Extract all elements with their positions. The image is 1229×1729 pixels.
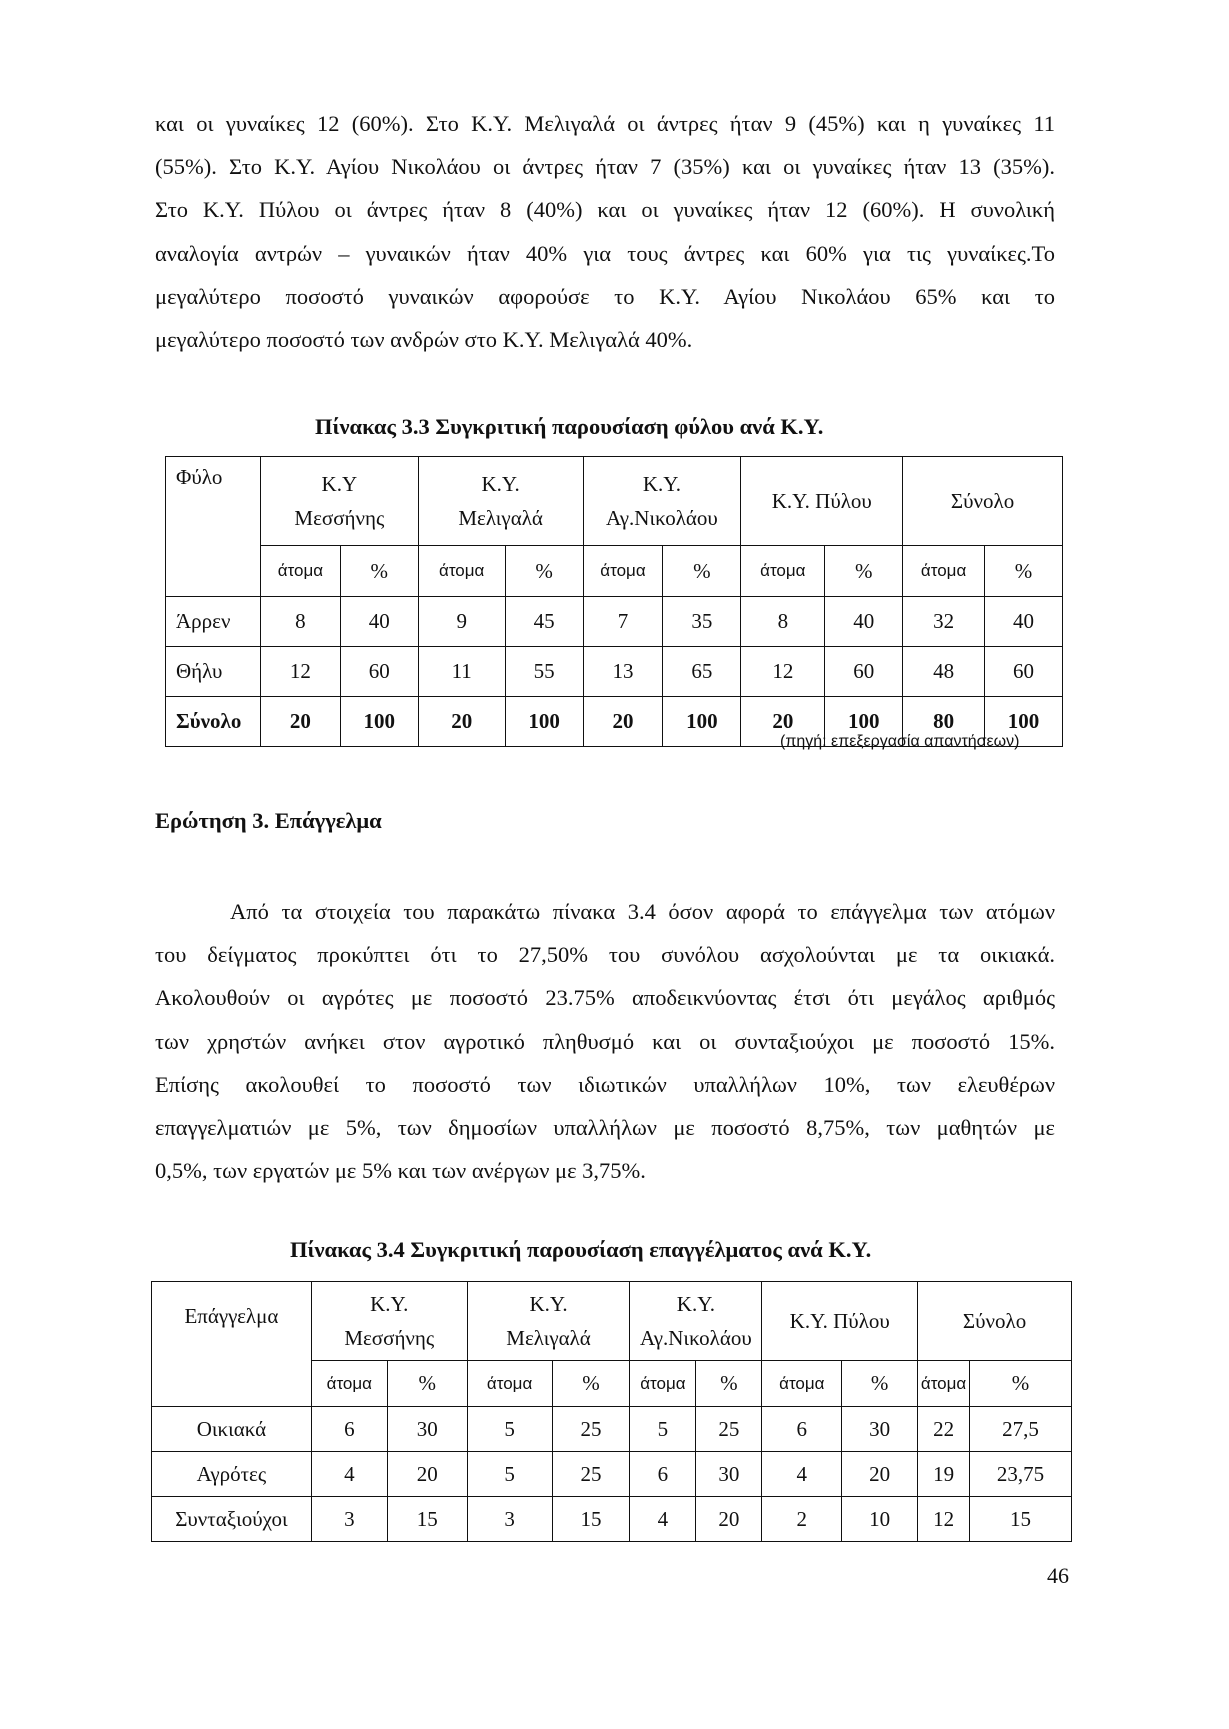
table-cell: 12 [918, 1497, 970, 1542]
table-cell: 4 [762, 1452, 842, 1497]
text-line: μεγαλύτερο ποσοστό γυναικών αφορούσε το Κ.Υ. Αγίου Νικολάου 65% και το [155, 283, 1055, 309]
column-group-header: Κ.Υ. Μελιγαλά [467, 1282, 630, 1361]
corner-header: Φύλο [166, 457, 261, 597]
row-label: Οικιακά [152, 1407, 312, 1452]
table-cell: 6 [311, 1407, 387, 1452]
unit-header: άτομα [741, 546, 825, 597]
unit-header: άτομα [762, 1361, 842, 1407]
table-cell: 30 [842, 1407, 918, 1452]
table-cell: 60 [985, 647, 1063, 697]
table-cell: 45 [505, 597, 583, 647]
column-group-header: Κ.Υ. Μελιγαλά [418, 457, 583, 546]
table-cell: 100 [985, 697, 1063, 747]
row-label: Αγρότες [152, 1452, 312, 1497]
table-cell: 4 [311, 1452, 387, 1497]
table-cell: 25 [696, 1407, 762, 1452]
table-cell: 40 [825, 597, 903, 647]
row-label: Θήλυ [166, 647, 261, 697]
column-group-header: Κ.Υ. Μεσσήνης [311, 1282, 467, 1361]
column-group-header: Σύνολο [918, 1282, 1072, 1361]
table-cell: 100 [340, 697, 418, 747]
table-cell: 15 [387, 1497, 467, 1542]
table-cell: 5 [467, 1407, 552, 1452]
body-paragraph [155, 890, 1055, 1192]
table-cell: 60 [825, 647, 903, 697]
unit-header: % [985, 546, 1063, 597]
unit-row [166, 546, 1063, 597]
text-line: και οι γυναίκες 12 (60%). Στο Κ.Υ. Μελιγαλά οι άντρες ήταν 9 (45%) και η γυναίκες 11 [155, 111, 1055, 136]
table-cell: 7 [583, 597, 663, 647]
table-cell: 20 [387, 1452, 467, 1497]
table-cell: 30 [387, 1407, 467, 1452]
table-cell: 100 [505, 697, 583, 747]
text-line: αναλογία αντρών – γυναικών ήταν 40% για τους άντρες και 60% για τις γυναίκες.Το [155, 240, 1055, 266]
unit-header: % [552, 1361, 630, 1407]
table-cell: 12 [741, 647, 825, 697]
table-cell: 5 [467, 1452, 552, 1497]
table-cell: 15 [970, 1497, 1072, 1542]
table-row [152, 1452, 1072, 1497]
table-cell: 60 [340, 647, 418, 697]
table-cell: 32 [903, 597, 985, 647]
text-line: επαγγελματιών με 5%, των δημοσίων υπαλλήλων με ποσοστό 8,75%, των μαθητών με [155, 1115, 1055, 1141]
table-cell: 13 [583, 647, 663, 697]
table-cell: 20 [418, 697, 505, 747]
column-group-header: Κ.Υ. Αγ.Νικολάου [583, 457, 741, 546]
unit-header: % [340, 546, 418, 597]
unit-header: άτομα [583, 546, 663, 597]
table-cell: 8 [260, 597, 340, 647]
text-line: μεγαλύτερο ποσοστό των ανδρών στο Κ.Υ. Μελιγαλά 40%. [155, 327, 693, 353]
column-group-header: Σύνολο [903, 457, 1063, 546]
unit-header: άτομα [260, 546, 340, 597]
table-cell: 3 [467, 1497, 552, 1542]
table-cell: 20 [696, 1497, 762, 1542]
unit-header: άτομα [903, 546, 985, 597]
corner-header: Επάγγελμα [152, 1282, 312, 1407]
table-caption: Πίνακας 3.3 Συγκριτική παρουσίαση φύλου ανά Κ.Υ. [315, 414, 824, 439]
table-cell: 100 [825, 697, 903, 747]
table-cell: 19 [918, 1452, 970, 1497]
row-label: Άρρεν [166, 597, 261, 647]
unit-header: % [696, 1361, 762, 1407]
table-cell: 55 [505, 647, 583, 697]
table-caption: Πίνακας 3.4 Συγκριτική παρουσίαση επαγγέλματος ανά Κ.Υ. [290, 1237, 872, 1262]
table-cell: 23,75 [970, 1452, 1072, 1497]
unit-header: % [387, 1361, 467, 1407]
unit-header: % [505, 546, 583, 597]
table-cell: 20 [741, 697, 825, 747]
table-cell: 4 [630, 1497, 696, 1542]
table-cell: 80 [903, 697, 985, 747]
unit-header: % [825, 546, 903, 597]
table-cell: 2 [762, 1497, 842, 1542]
text-line: (55%). Στο Κ.Υ. Αγίου Νικολάου οι άντρες ήταν 7 (35%) και οι γυναίκες ήταν 13 (35%). [155, 154, 1055, 180]
table-source-note: (πηγή: επεξεργασία απαντήσεων) [780, 733, 1020, 750]
column-group-header: Κ.Υ. Πύλου [762, 1282, 918, 1361]
table-cell: 3 [311, 1497, 387, 1542]
table-row [152, 1497, 1072, 1542]
table-cell: 20 [260, 697, 340, 747]
text-line: του δείγματος προκύπτει ότι το 27,50% του συνόλου ασχολούνται με τα οικιακά. [155, 942, 1055, 968]
table-cell: 15 [552, 1497, 630, 1542]
table-row [152, 1407, 1072, 1452]
column-group-header: Κ.Υ. Πύλου [741, 457, 903, 546]
page-number: 46 [1047, 1563, 1069, 1588]
table-cell: 40 [340, 597, 418, 647]
text-line: 0,5%, των εργατών με 5% και των ανέργων με 3,75%. [155, 1158, 646, 1184]
profession-table [151, 1281, 1072, 1542]
text-line: Στο Κ.Υ. Πύλου οι άντρες ήταν 8 (40%) και οι γυναίκες ήταν 12 (60%). Η συνολική [155, 197, 1055, 223]
unit-header: % [970, 1361, 1072, 1407]
column-group-header: Κ.Υ Μεσσήνης [260, 457, 418, 546]
table-cell: 11 [418, 647, 505, 697]
unit-header: % [842, 1361, 918, 1407]
table-cell: 8 [741, 597, 825, 647]
table-cell: 35 [663, 597, 741, 647]
table-cell: 25 [552, 1452, 630, 1497]
table-cell: 22 [918, 1407, 970, 1452]
table-cell: 25 [552, 1407, 630, 1452]
row-label: Συνταξιούχοι [152, 1497, 312, 1542]
text-line: Ακολουθούν οι αγρότες με ποσοστό 23.75% αποδεικνύοντας έτσι ότι μεγάλος αριθμός [155, 985, 1055, 1011]
unit-header: άτομα [467, 1361, 552, 1407]
table-cell: 6 [762, 1407, 842, 1452]
table-cell: 5 [630, 1407, 696, 1452]
table-cell: 48 [903, 647, 985, 697]
intro-paragraph [155, 102, 1055, 361]
table-cell: 10 [842, 1497, 918, 1542]
table-cell: 12 [260, 647, 340, 697]
table-row [166, 597, 1063, 647]
unit-header: άτομα [630, 1361, 696, 1407]
table-cell: 30 [696, 1452, 762, 1497]
text-line: Επίσης ακολουθεί το ποσοστό των ιδιωτικών υπαλλήλων 10%, των ελευθέρων [155, 1071, 1055, 1097]
text-line: των χρηστών ανήκει στον αγροτικό πληθυσμό και οι συνταξιούχοι με ποσοστό 15%. [155, 1028, 1055, 1054]
question-heading: Ερώτηση 3. Επάγγελμα [155, 808, 382, 833]
unit-header: άτομα [311, 1361, 387, 1407]
table-row [166, 647, 1063, 697]
gender-table [165, 456, 1063, 747]
table-cell: 100 [663, 697, 741, 747]
table-cell: 40 [985, 597, 1063, 647]
unit-header: % [663, 546, 741, 597]
table-cell: 20 [842, 1452, 918, 1497]
table-cell: 20 [583, 697, 663, 747]
unit-header: άτομα [918, 1361, 970, 1407]
table-cell: 65 [663, 647, 741, 697]
table-cell: 9 [418, 597, 505, 647]
column-group-header: Κ.Υ. Αγ.Νικολάου [630, 1282, 762, 1361]
row-label: Σύνολο [166, 697, 261, 747]
table-cell: 27,5 [970, 1407, 1072, 1452]
table-cell: 6 [630, 1452, 696, 1497]
unit-header: άτομα [418, 546, 505, 597]
text-line: Από τα στοιχεία του παρακάτω πίνακα 3.4 όσον αφορά το επάγγελμα των ατόμων [230, 899, 1055, 924]
